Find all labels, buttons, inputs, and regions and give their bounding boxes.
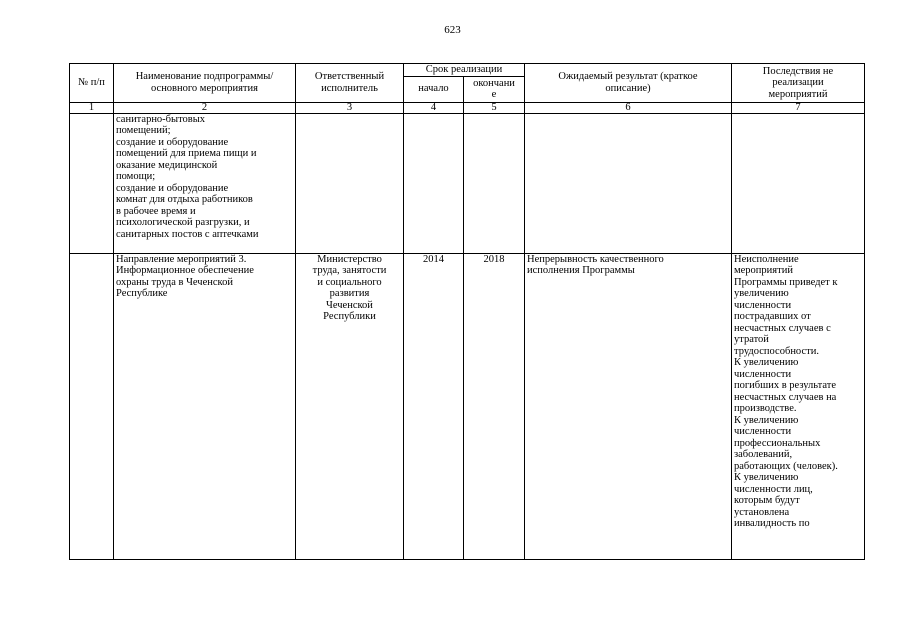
row-end [464,113,525,253]
column-number: 2 [114,102,296,113]
header-result: Ожидаемый результат (краткое описание) [525,64,732,103]
column-number: 6 [525,102,732,113]
column-number: 3 [296,102,404,113]
column-number: 1 [70,102,114,113]
row-consequences: Неисполнение мероприятий Программы приведет к увеличению численности пострадавших от несчастных случаев с утратой трудоспособности. К увеличению численности погибших в результате несчастных случаев на производстве. К увеличению численности профессиональных заболеваний, работающих (человек). К увеличению численности лиц, которым будут установлена инвалидность по [732,253,865,559]
row-name: санитарно-бытовых помещений; создание и оборудование помещений для приема пищи и оказание медицинской помощи; создание и оборудование комнат для отдыха работников в рабочее время и психологической разгрузки, и санитарных постов с аптечками [114,113,296,253]
row-number [70,253,114,559]
row-end: 2018 [464,253,525,559]
header-name: Наименование подпрограммы/ основного мероприятия [114,64,296,103]
program-table [69,63,865,560]
row-start: 2014 [404,253,464,559]
column-number: 5 [464,102,525,113]
row-result: Непрерывность качественного исполнения Программы [525,253,732,559]
header-consequences: Последствия не реализации мероприятий [732,64,865,103]
header-executor: Ответственный исполнитель [296,64,404,103]
row-number [70,113,114,253]
header-end: окончани е [464,76,525,102]
column-number-row [70,102,865,113]
row-start [404,113,464,253]
row-executor [296,113,404,253]
row-consequences [732,113,865,253]
table-row [70,253,865,559]
header-start: начало [404,76,464,102]
column-number: 7 [732,102,865,113]
header-number: № п/п [70,64,114,103]
table-row [70,113,865,253]
column-number: 4 [404,102,464,113]
header-period: Срок реализации [404,64,525,77]
row-name: Направление мероприятий 3. Информационное обеспечение охраны труда в Чеченской Республике [114,253,296,559]
page-number: 623 [444,24,461,36]
row-result [525,113,732,253]
row-executor: Министерство труда, занятости и социального развития Чеченской Республики [296,253,404,559]
